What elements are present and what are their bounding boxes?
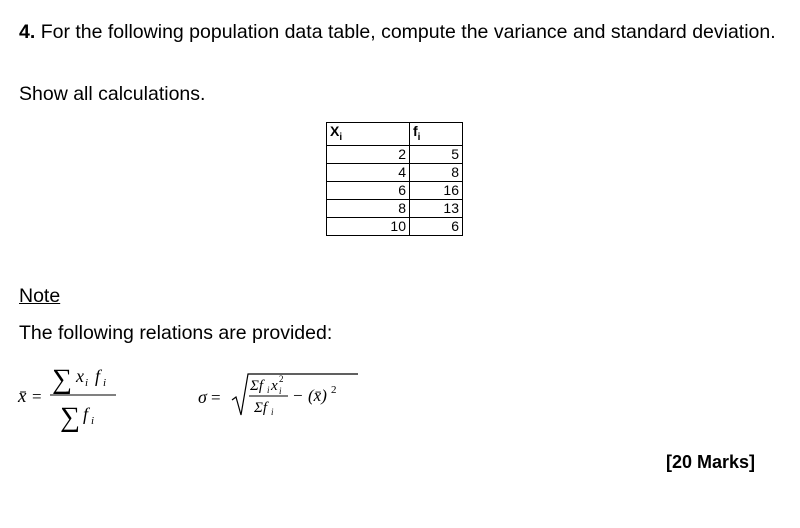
cell-x: 10 xyxy=(327,218,410,236)
cell-x: 4 xyxy=(327,164,410,182)
cell-x: 2 xyxy=(327,146,410,164)
mean-den-f: f xyxy=(83,404,89,424)
cell-x: 8 xyxy=(327,200,410,218)
sd-num-sigma-f: Σf xyxy=(250,378,264,394)
table-row xyxy=(327,146,463,164)
sd-formula xyxy=(198,370,398,430)
cell-f: 6 xyxy=(410,218,463,236)
mean-num-f-sub: i xyxy=(103,377,107,389)
note-heading: Note xyxy=(19,285,61,307)
frequency-table xyxy=(326,122,463,236)
mean-num-x: x xyxy=(76,366,84,386)
header-x: $X_i$ xyxy=(327,123,410,146)
mean-eq: = xyxy=(32,387,42,406)
instruction-text: Show all calculations. xyxy=(19,83,206,105)
sd-den-f-sub: i xyxy=(271,407,274,417)
mean-lhs: x̄ xyxy=(18,386,27,407)
mean-formula xyxy=(18,362,138,432)
table-row xyxy=(327,182,463,200)
cell-x: 6 xyxy=(327,182,410,200)
mean-den-sigma: ∑ xyxy=(60,402,80,433)
sd-num-x-sub: i xyxy=(279,386,282,396)
table-row xyxy=(327,218,463,236)
table-row xyxy=(327,200,463,218)
mean-num-f: f xyxy=(95,366,101,386)
cell-f: 5 xyxy=(410,146,463,164)
question-text xyxy=(19,19,779,45)
question-body: For the following population data table, compute the variance and standard deviation. xyxy=(40,21,776,43)
sd-mean-term-sup: 2 xyxy=(331,384,337,396)
mean-num-sigma: ∑ xyxy=(52,364,72,395)
sd-den-sigma-f: Σf xyxy=(254,400,268,416)
sd-num-x: x xyxy=(271,378,278,394)
relations-text: The following relations are provided: xyxy=(19,322,333,344)
sd-num-x-sup: 2 xyxy=(279,374,284,384)
sd-minus: − xyxy=(293,386,303,405)
sd-mean-term: (x̄) xyxy=(308,386,327,405)
header-f: $f_i$ xyxy=(410,123,463,146)
cell-f: 13 xyxy=(410,200,463,218)
sd-lhs: σ xyxy=(198,387,207,407)
mean-num-x-sub: i xyxy=(85,377,89,389)
cell-f: 16 xyxy=(410,182,463,200)
sd-eq: = xyxy=(211,388,221,407)
question-number: 4. xyxy=(19,21,36,43)
sd-num-f-sub: i xyxy=(267,385,270,395)
marks-label: [20 Marks] xyxy=(666,452,756,472)
table-row xyxy=(327,164,463,182)
cell-f: 8 xyxy=(410,164,463,182)
table-header-row xyxy=(327,123,463,146)
mean-den-f-sub: i xyxy=(91,415,95,427)
